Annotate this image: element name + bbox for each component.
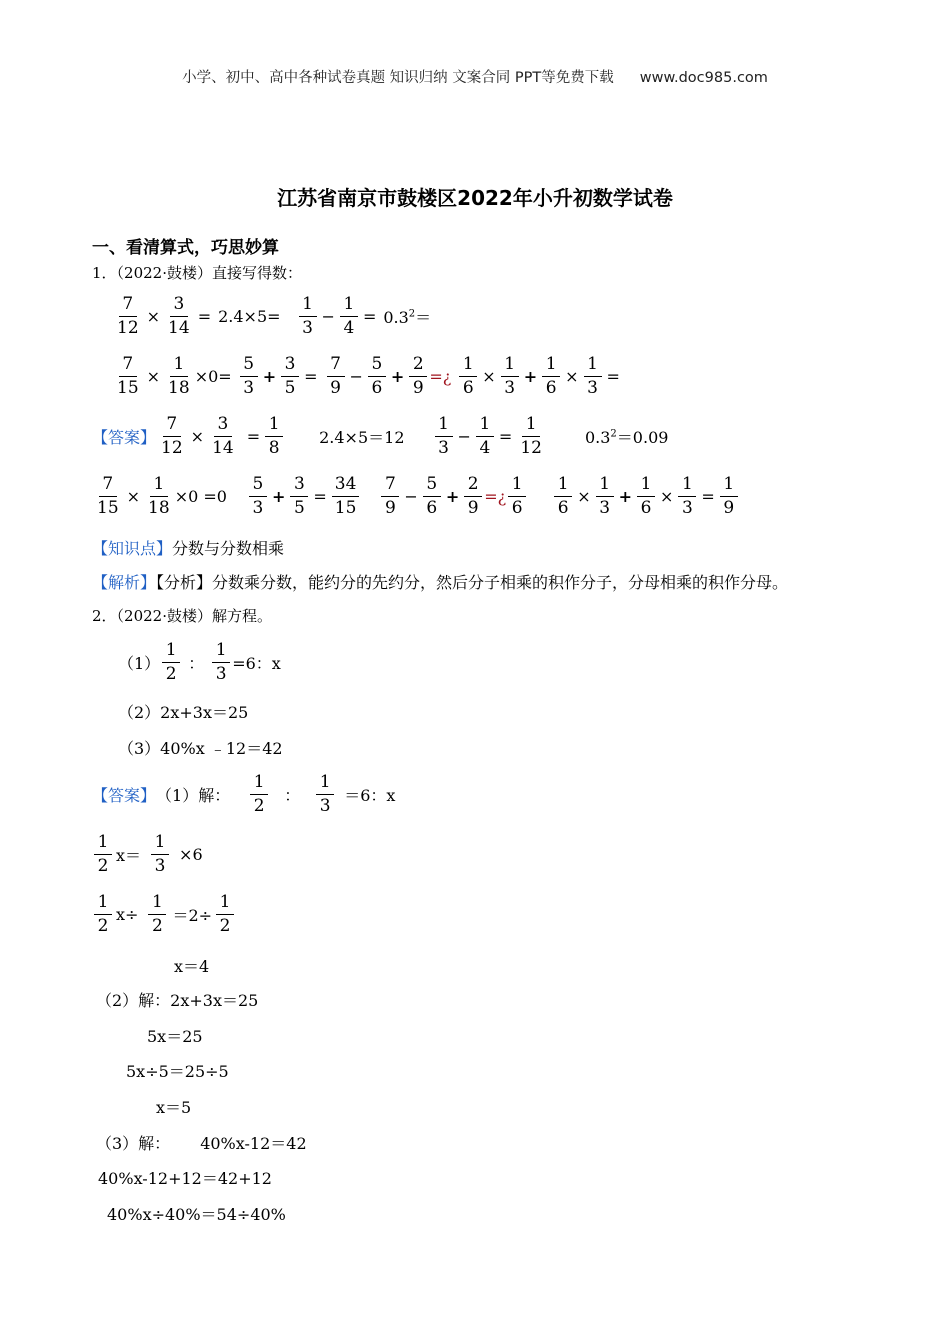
page-header (0, 66, 950, 87)
q1-row2: $\frac{7}{15}$ × $\frac{1}{18}$ ×0= $\frac{5}{3}$ + $\frac{3}{5}$ = $\frac{7}{9}$ − $\frac{5}{6}$ + $\frac{2}{9}$ =¿ $\frac{1}{6}$ × $\frac{1}{3}$ + $\frac{1}{6}$ × $\frac{1}{3}$ = (112, 350, 623, 402)
fraction: $\frac{7}{12}$ (161, 413, 183, 458)
q2-answer-line1: 【答案】 （1）解： $\frac{1}{2}$ ： $\frac{1}{3}$ ＝6：x (92, 771, 396, 816)
fraction: $\frac{3}{5}$ (290, 476, 308, 517)
q2-step10: 40%x÷40%＝54÷40% (107, 1205, 286, 1224)
fraction: $\frac{1}{2}$ (162, 642, 180, 683)
fraction: $\frac{1}{3}$ (212, 642, 230, 683)
answer-tag: 【答案】 (92, 785, 157, 805)
q1-answer-row2: $\frac{7}{15}$ × $\frac{1}{18}$ ×0 =0 $\frac{5}{3}$ + $\frac{3}{5}$ = $\frac{34}{15}$ $\frac{7}{9}$ − $\frac{5}{6}$ + $\frac{2}{9}$ =¿ $\frac{1}{6}$ $\frac{1}{6}$ × $\frac{1}{3}$ + $\frac{1}{6}$ × $\frac{1}{3}$ = $\frac{1}{9}$ (92, 470, 740, 522)
q2-step9: 40%x-12+12＝42+12 (98, 1169, 272, 1188)
fraction: $\frac{1}{2}$ (94, 834, 112, 875)
fraction: $\frac{1}{6}$ (542, 356, 560, 397)
fraction: $\frac{7}{15}$ (117, 353, 139, 398)
q2-step1: $\frac{1}{2}$ x＝ $\frac{1}{3}$ ×6 (92, 828, 203, 880)
fraction: $\frac{7}{15}$ (97, 473, 119, 518)
fraction: $\frac{7}{9}$ (327, 356, 345, 397)
fraction: $\frac{1}{3}$ (151, 834, 169, 875)
fraction: $\frac{1}{6}$ (554, 476, 572, 517)
fraction: $\frac{1}{6}$ (637, 476, 655, 517)
fraction: $\frac{3}{5}$ (281, 356, 299, 397)
q2-part3: （3）40%x ﹣12＝42 (118, 739, 283, 758)
q1-analysis: 【解析】【分析】分数乘分数，能约分的先约分，然后分子相乘的积作分子，分母相乘的积作分母。 (92, 573, 789, 592)
fraction: $\frac{2}{9}$ (464, 476, 482, 517)
fraction: $\frac{1}{12}$ (520, 413, 542, 458)
q2-part2: （2）2x+3x＝25 (118, 703, 249, 722)
fraction: $\frac{1}{6}$ (508, 476, 526, 517)
header-text: 小学、初中、高中各种试卷真题 知识归纳 文案合同 PPT等免费下载 (182, 70, 614, 86)
fraction: $\frac{1}{3}$ (678, 476, 696, 517)
fraction: $\frac{1}{4}$ (340, 296, 358, 337)
fraction: $\frac{1}{2}$ (148, 894, 166, 935)
fraction: $\frac{5}{3}$ (240, 356, 258, 397)
q2-stem: 2．（2022·鼓楼）解方程。 (92, 607, 272, 625)
q2-step7: x＝5 (156, 1098, 192, 1117)
fraction: $\frac{1}{3}$ (316, 774, 334, 815)
fraction: $\frac{7}{12}$ (117, 293, 139, 338)
fraction: $\frac{1}{3}$ (584, 356, 602, 397)
q2-step5: 5x＝25 (147, 1027, 203, 1046)
q1-knowledge-point: 【知识点】分数与分数相乘 (92, 539, 285, 558)
fraction: $\frac{1}{2}$ (250, 774, 268, 815)
fraction: $\frac{34}{15}$ (332, 476, 360, 517)
q2-step2: $\frac{1}{2}$ x÷ $\frac{1}{2}$ ＝2÷ $\frac{1}{2}$ (92, 888, 236, 940)
fraction: $\frac{7}{9}$ (381, 476, 399, 517)
q1-answer-row1: 【答案】 $\frac{7}{12}$ × $\frac{3}{14}$ = $\frac{1}{8}$ 2.4×5＝12 $\frac{1}{3}$ − $\frac{1}{4}$ = $\frac{1}{12}$ $0.3^2=0.09$ (92, 413, 669, 458)
fraction: $\frac{1}{2}$ (94, 894, 112, 935)
fraction: $\frac{5}{6}$ (423, 476, 441, 517)
fraction: $\frac{1}{2}$ (216, 894, 234, 935)
fraction: $\frac{5}{3}$ (249, 476, 267, 517)
fraction: $\frac{1}{3}$ (596, 476, 614, 517)
fraction: $\frac{1}{6}$ (459, 356, 477, 397)
fraction: $\frac{5}{6}$ (368, 356, 386, 397)
fraction: $\frac{1}{8}$ (265, 416, 283, 457)
fraction: $\frac{1}{3}$ (501, 356, 519, 397)
q1-row1: $\frac{7}{12}$ × $\frac{3}{14}$ = 2.4×5= $\frac{1}{3}$ − $\frac{1}{4}$ = $0.3^2=$ (112, 290, 431, 342)
fraction: $\frac{2}{9}$ (409, 356, 427, 397)
q2-step8: （3）解： 40%x-12＝42 (96, 1134, 307, 1153)
q1-stem: 1．（2022·鼓楼）直接写得数： (92, 264, 302, 282)
q2-step4: （2）解：2x+3x＝25 (96, 991, 259, 1010)
fraction: $\frac{1}{3}$ (299, 296, 317, 337)
fraction: $\frac{1}{3}$ (435, 416, 453, 457)
fraction: $\frac{1}{18}$ (168, 353, 190, 398)
fraction: $\frac{1}{9}$ (720, 476, 738, 517)
q2-part1: （1） $\frac{1}{2}$ ： $\frac{1}{3}$ =6：x (118, 639, 281, 684)
fraction: $\frac{1}{4}$ (476, 416, 494, 457)
q2-step6: 5x÷5＝25÷5 (126, 1062, 229, 1081)
answer-tag: 【答案】 (92, 427, 157, 447)
fraction: $\frac{3}{14}$ (212, 413, 234, 458)
page-title: 江苏省南京市鼓楼区2022年小升初数学试卷 (277, 186, 673, 210)
fraction: $\frac{3}{14}$ (168, 293, 190, 338)
header-url[interactable]: www.doc985.com (639, 70, 768, 86)
section-heading: 一、看清算式，巧思妙算 (92, 238, 279, 258)
q2-step3: x＝4 (174, 957, 210, 976)
fraction: $\frac{1}{18}$ (148, 473, 170, 518)
